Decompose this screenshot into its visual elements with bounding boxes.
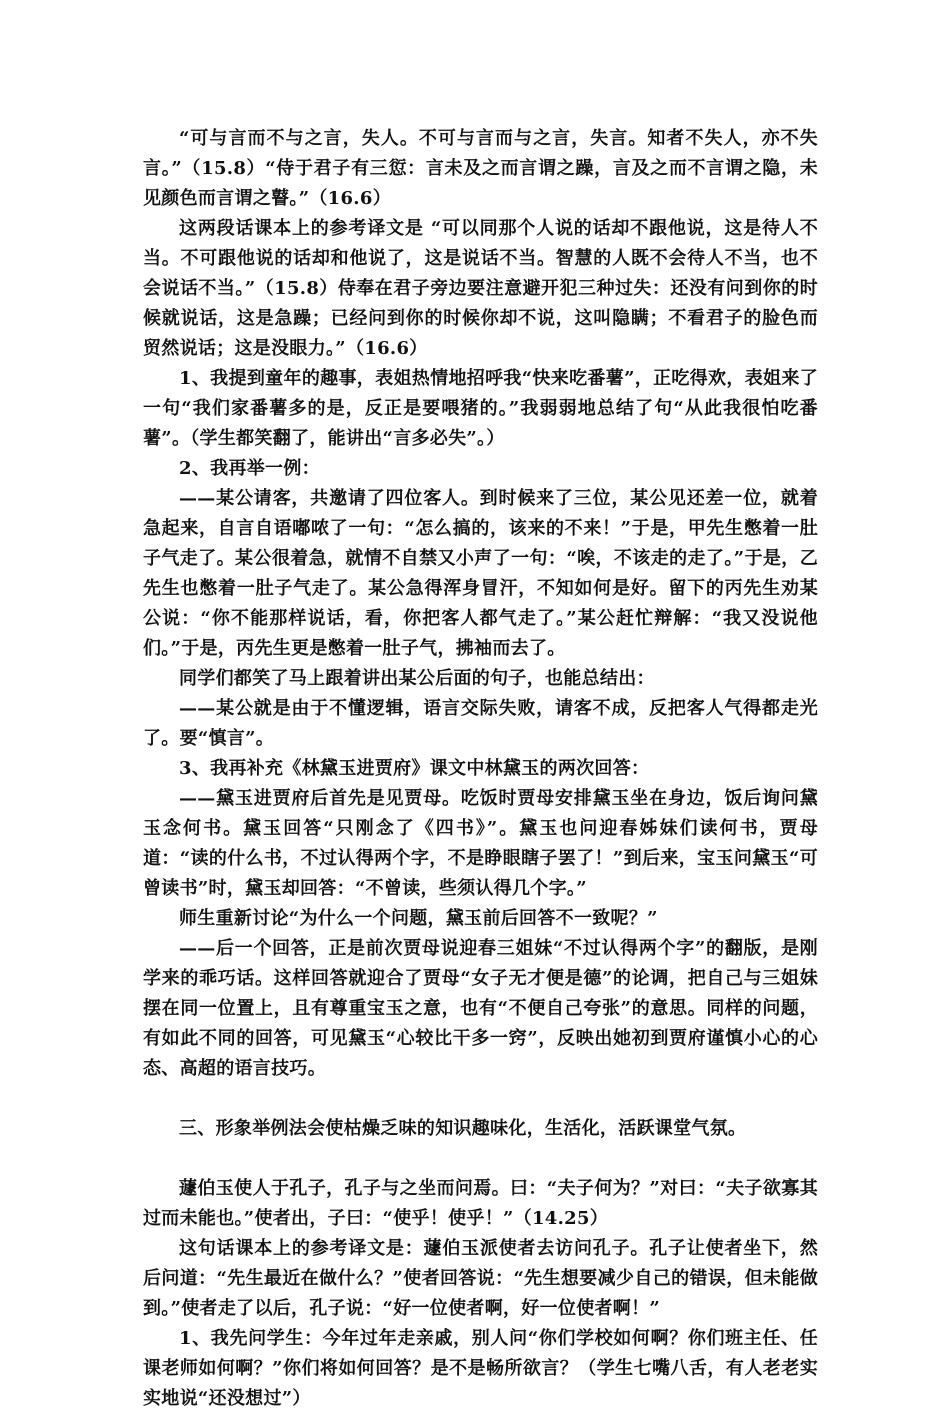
paragraph-students-summary: 同学们都笑了马上跟着讲出某公后面的句子，也能总结出：: [179, 668, 655, 689]
paragraph-discussion-question: 师生重新讨论“为什么一个问题，黛玉前后回答不一致呢？”: [179, 908, 658, 929]
section-heading: 三、形象举例法会使枯燥乏味的知识趣味化，生活化，活跃课堂气氛。: [179, 1118, 747, 1139]
paragraph-quote-15-8-16-6: “可与言而不与之言，失人。不可与言而与之言，失言。知者不失人，亦不失言。”（15.8）“侍于君子有三愆：言未及之而言谓之躁，言及之而不言谓之隐，未见颜色而言谓之瞽。”（16.6）: [143, 128, 818, 209]
paragraph-quote-14-25: 蘧伯玉使人于孔子，孔子与之坐而问焉。曰：“夫子何为？”对曰：“夫子欲寡其过而未能也。”使者出，子曰：“使乎！使乎！”（14.25）: [143, 1178, 818, 1229]
paragraph-example-2-intro: 2、我再举一例：: [179, 458, 320, 479]
paragraph-daiyu-analysis: ——后一个回答，正是前次贾母说迎春三姐妹“不过认得两个字”的翻版，是刚学来的乖巧话。这样回答就迎合了贾母“女子无才便是德”的论调，把自己与三姐妹摆在同一位置上，且有尊重宝玉之意，也有“不便自己夸张”的意思。同样的问题，有如此不同的回答，可见黛玉“心较比干多一窍”，反映出她初到贾府谨慎小心的心态、高超的语言技巧。: [143, 938, 818, 1079]
paragraph-question-students: 1、我先问学生：今年过年走亲戚，别人问“你们学校如何啊？你们班主任、任课老师如何啊？”你们将如何回答？是不是畅所欲言？（学生七嘴八舌，有人老老实实地说“还没想过”）: [143, 1328, 818, 1409]
paragraph-reference-translation: 这两段话课本上的参考译文是 “可以同那个人说的话却不跟他说，这是待人不当。不可跟他说的话却和他说了，这是说话不当。智慧的人既不会待人不当，也不会说话不当。”（15.8）侍奉在君子旁边要注意避开犯三种过失：还没有问到你的时候就说话，这是急躁；已经问到你的时候你却不说，这叫隐瞒；不看君子的脸色而贸然说话；这是没眼力。”（16.6）: [143, 218, 818, 359]
paragraph-conclusion-shenyan: ——某公就是由于不懂逻辑，语言交际失败，请客不成，反把客人气得都走光了。要“慎言”。: [143, 698, 818, 749]
paragraph-daiyu-story: ——黛玉进贾府后首先是见贾母。吃饭时贾母安排黛玉坐在身边，饭后询问黛玉念何书。黛玉回答“只刚念了《四书》”。黛玉也问迎春姊妹们读何书，贾母道：“读的什么书，不过认得两个字，不是睁眼瞎子罢了！”到后来，宝玉问黛玉“可曾读书”时，黛玉却回答：“不曾读，些须认得几个字。”: [143, 788, 818, 899]
document-body: [143, 124, 818, 1414]
paragraph-example-2-story: ——某公请客，共邀请了四位客人。到时候来了三位，某公见还差一位，就着急起来，自言自语嘟哝了一句：“怎么搞的，该来的不来！”于是，甲先生憋着一肚子气走了。某公很着急，就情不自禁又小声了一句：“唉，不该走的走了。”于是，乙先生也憋着一肚子气走了。某公急得浑身冒汗，不知如何是好。留下的丙先生劝某公说：“你不能那样说话，看，你把客人都气走了。”某公赶忙辩解：“我又没说他们。”于是，丙先生更是憋着一肚子气，拂袖而去了。: [143, 488, 818, 659]
paragraph-reference-translation-14-25: 这句话课本上的参考译文是：蘧伯玉派使者去访问孔子。孔子让使者坐下，然后问道：“先生最近在做什么？”使者回答说：“先生想要减少自己的错误，但未能做到。”使者走了以后，孔子说：“好一位使者啊，好一位使者啊！”: [143, 1238, 818, 1319]
paragraph-example-3-intro: 3、我再补充《林黛玉进贾府》课文中林黛玉的两次回答：: [179, 758, 650, 779]
paragraph-example-1: 1、我提到童年的趣事，表姐热情地招呼我“快来吃番薯”，正吃得欢，表姐来了一句“我们家番薯多的是，反正是要喂猪的。”我弱弱地总结了句“从此我很怕吃番薯”。（学生都笑翻了，能讲出“言多必失”。）: [143, 368, 818, 449]
